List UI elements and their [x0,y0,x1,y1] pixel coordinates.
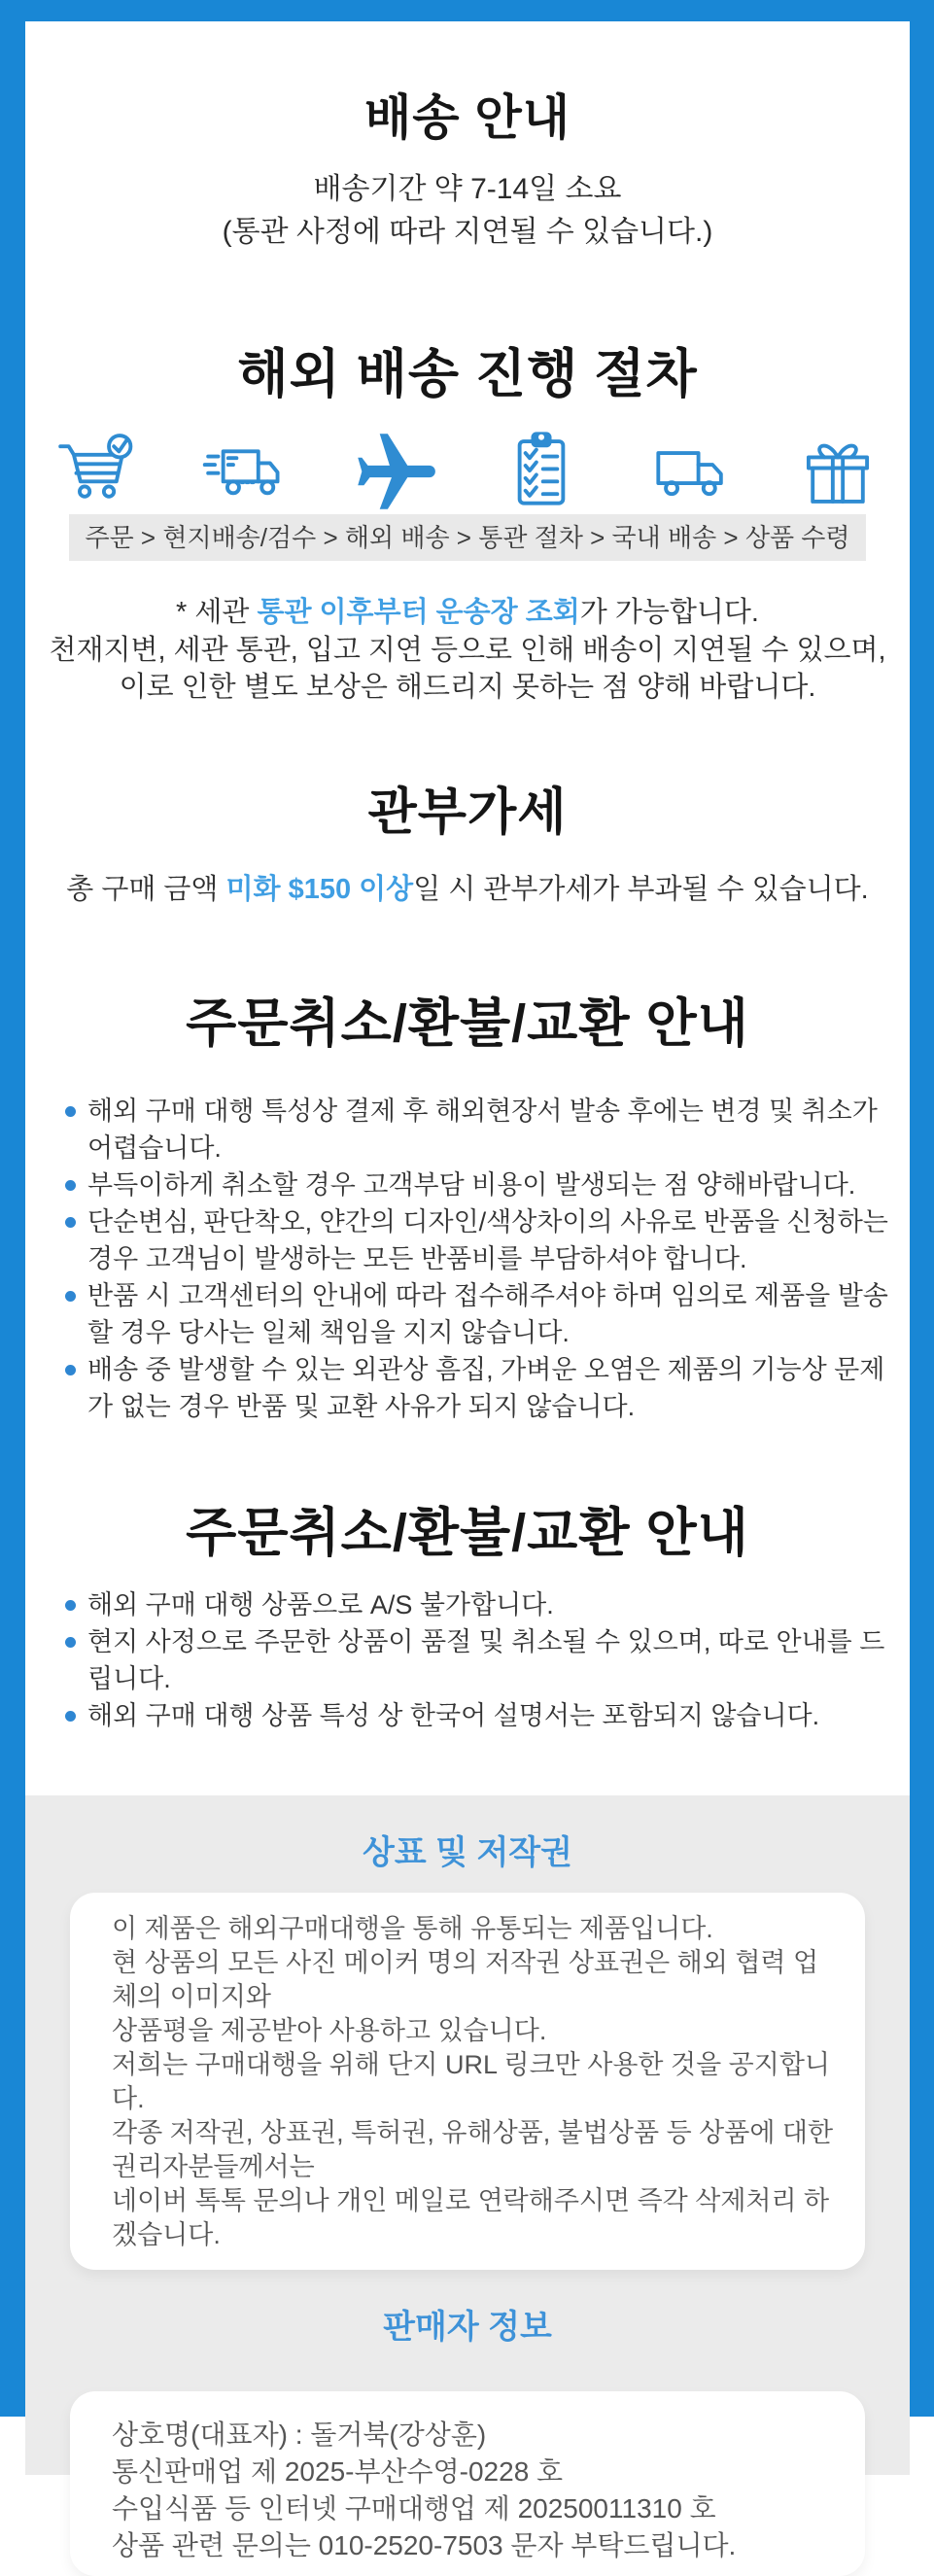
customs-threshold-text [25,872,910,907]
seller-info-card [70,2391,865,2576]
customs-highlight: 미화 $150 이상 [225,874,414,905]
trademark-line: 네이버 톡톡 문의나 개인 메일로 연락해주시면 즉각 삭제처리 하겠습니다. [112,2186,830,2249]
gift-icon [793,429,882,514]
delay-disclaimer [25,632,910,706]
trademark-line: 현 상품의 모든 사진 메이커 명의 저작권 상표권은 해외 협력 업체의 이미지와 [112,1948,819,2011]
seller-contact-phone: 상품 관련 문의는 010-2520-7503 문자 부탁드립니다. [112,2530,737,2560]
list-item: 부득이하게 취소할 경우 고객부담 비용이 발생되는 점 양해바랍니다. [65,1166,890,1203]
airplane-icon [349,429,438,514]
customs-section-title: 관부가세 [367,784,568,841]
delay-disclaimer-line1: 천재지변, 세관 통관, 입고 지연 등으로 인해 배송이 지연될 수 있으며, [49,635,886,666]
list-item: 해외 구매 대행 특성상 결제 후 해외현장서 발송 후에는 변경 및 취소가 어렵습니다. [65,1093,890,1166]
process-steps-bar: 주문 > 현지배송/검수 > 해외 배송 > 통관 절차 > 국내 배송 > 상품 수령 [69,514,866,561]
seller-section-title: 판매자 정보 [383,2309,552,2346]
delivery-truck-icon [645,429,735,514]
customs-delay-note: (통관 사정에 따라 지연될 수 있습니다.) [222,216,713,248]
list-item: 해외 구매 대행 상품으로 A/S 불가합니다. [65,1586,890,1623]
refund-section1-list [25,1093,910,1425]
trademark-line: 각종 저작권, 상표권, 특허권, 유해상품, 불법상품 등 상품에 대한 권리자분들께서는 [112,2118,834,2181]
process-section-title: 해외 배송 진행 절차 [237,345,698,403]
trademark-line: 이 제품은 해외구매대행을 통해 유통되는 제품입니다. [112,1914,713,1943]
customs-prefix: 총 구매 금액 [66,874,226,905]
process-icons-row [52,429,882,514]
trademark-card [70,1893,865,2270]
list-item: 해외 구매 대행 상품 특성 상 한국어 설명서는 포함되지 않습니다. [65,1697,890,1734]
list-item: 현지 사정으로 주문한 상품이 품절 및 취소될 수 있으며, 따로 안내를 드립니다. [65,1623,890,1697]
list-item: 반품 시 고객센터의 안내에 따라 접수해주셔야 하며 임의로 제품을 발송할 경우 당사는 일체 책임을 지지 않습니다. [65,1277,890,1351]
tracking-note-suffix: 가 가능합니다. [579,597,759,628]
shipping-duration-text: 배송기간 약 7-14일 소요 [313,173,622,205]
seller-import-license: 수입식품 등 인터넷 구매대행업 제 20250011310 호 [112,2493,716,2524]
tracking-note [25,593,910,632]
refund-section2-list [25,1586,910,1734]
trademark-line: 상품평을 제공받아 사용하고 있습니다. [112,2016,547,2045]
delay-disclaimer-line2: 이로 인한 별도 보상은 해드리지 못하는 점 양해 바랍니다. [119,672,816,703]
legal-section [25,1795,910,2560]
shipping-info-page [25,21,910,2560]
customs-suffix: 일 시 관부가세가 부과될 수 있습니다. [413,874,869,905]
page-title: 배송 안내 [363,90,571,145]
tracking-note-highlight: 통관 이후부터 운송장 조회 [257,597,580,628]
seller-mail-order-license: 통신판매업 제 2025-부산수영-0228 호 [112,2456,564,2487]
trademark-section-title: 상표 및 저작권 [363,1834,572,1871]
list-item: 단순변심, 판단착오, 얀간의 디자인/색상차이의 사유로 반품을 신청하는 경우 고객님이 발생하는 모든 반품비를 부담하셔야 합니다. [65,1203,890,1277]
checklist-icon [497,429,586,514]
refund-section1-title: 주문취소/환불/교환 안내 [186,994,749,1053]
seller-business-name: 상호명(대표자) : 돌거북(강상훈) [112,2419,487,2450]
express-truck-icon [200,429,290,514]
list-item: 배송 중 발생할 수 있는 외관상 흠집, 가벼운 오염은 제품의 기능상 문제가 없는 경우 반품 및 교환 사유가 되지 않습니다. [65,1351,890,1425]
trademark-line: 저희는 구매대행을 위해 단지 URL 링크만 사용한 것을 공지합니다. [112,2050,830,2113]
cart-check-icon [52,429,142,514]
refund-section2-title: 주문취소/환불/교환 안내 [186,1504,749,1562]
tracking-note-prefix: * 세관 [176,597,258,628]
